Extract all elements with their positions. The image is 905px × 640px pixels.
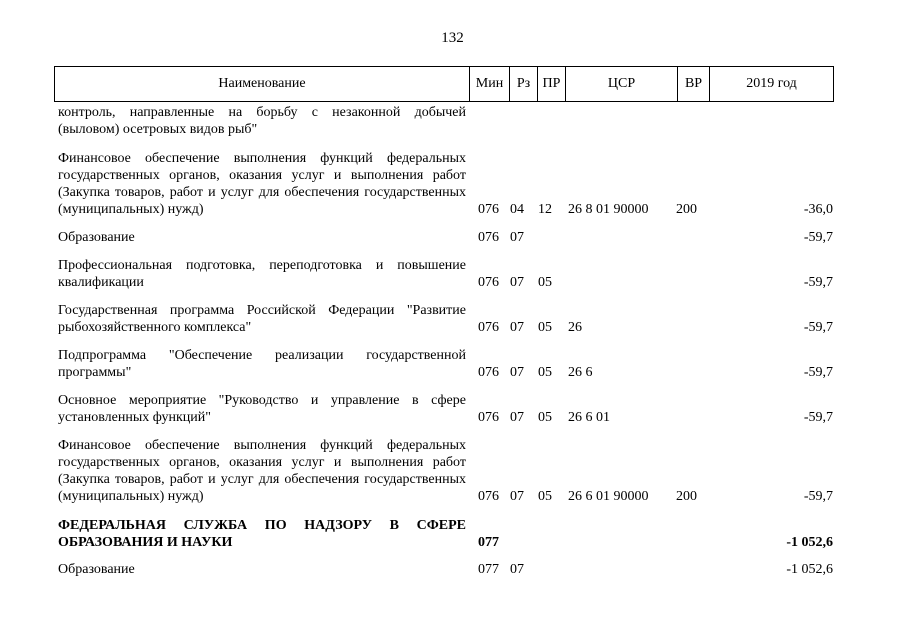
row-min: 076 bbox=[478, 230, 499, 245]
row-name: Государственная программа Российской Федерации "Развитие рыбохозяйственного комплекса" bbox=[58, 303, 466, 335]
row-pr: 05 bbox=[538, 410, 552, 425]
row-min: 077 bbox=[478, 535, 499, 550]
row-sum: -59,7 bbox=[803, 489, 833, 504]
row-csr: 26 6 01 90000 bbox=[568, 489, 649, 504]
row-name: ФЕДЕРАЛЬНАЯ СЛУЖБА ПО НАДЗОРУ В СФЕРЕ ОБРАЗОВАНИЯ И НАУКИ bbox=[58, 518, 466, 550]
row-csr: 26 6 01 bbox=[568, 410, 610, 425]
header-pr: ПР bbox=[537, 67, 565, 101]
table-header bbox=[54, 66, 834, 102]
row-sum: -59,7 bbox=[803, 410, 833, 425]
header-year: 2019 год bbox=[709, 67, 833, 101]
row-vr: 200 bbox=[676, 489, 697, 504]
row-pr: 05 bbox=[538, 365, 552, 380]
row-rz: 07 bbox=[510, 320, 524, 335]
row-vr: 200 bbox=[676, 202, 697, 217]
row-rz: 07 bbox=[510, 410, 524, 425]
row-sum: -59,7 bbox=[803, 365, 833, 380]
row-sum: -1 052,6 bbox=[786, 562, 833, 577]
row-name: контроль, направленные на борьбу с незаконной добычей (выловом) осетровых видов рыб" bbox=[58, 105, 466, 137]
row-rz: 07 bbox=[510, 230, 524, 245]
table-row bbox=[0, 150, 905, 218]
row-sum: -59,7 bbox=[803, 275, 833, 290]
row-min: 076 bbox=[478, 202, 499, 217]
row-min: 076 bbox=[478, 320, 499, 335]
row-name: Подпрограмма "Обеспечение реализации государственной программы" bbox=[58, 348, 466, 380]
row-name: Финансовое обеспечение выполнения функций федеральных государственных органов, оказания услуг и выполнения работ (Закупка товаров, работ и услуг для обеспечения государственных (муниципальных) нужд) bbox=[58, 438, 466, 504]
page-number: 132 bbox=[441, 30, 464, 46]
row-rz: 07 bbox=[510, 365, 524, 380]
row-rz: 04 bbox=[510, 202, 524, 217]
table-row bbox=[0, 392, 905, 426]
row-rz: 07 bbox=[510, 275, 524, 290]
row-csr: 26 6 bbox=[568, 365, 593, 380]
row-sum: -36,0 bbox=[803, 202, 833, 217]
row-pr: 12 bbox=[538, 202, 552, 217]
header-min: Мин bbox=[469, 67, 509, 101]
header-vr: ВР bbox=[677, 67, 709, 101]
row-name: Финансовое обеспечение выполнения функций федеральных государственных органов, оказания услуг и выполнения работ (Закупка товаров, работ и услуг для обеспечения государственных (муниципальных) нужд) bbox=[58, 151, 466, 217]
row-min: 076 bbox=[478, 275, 499, 290]
table-row bbox=[0, 437, 905, 505]
row-name: Образование bbox=[58, 562, 135, 577]
row-min: 076 bbox=[478, 489, 499, 504]
table-row bbox=[0, 347, 905, 381]
table-row bbox=[0, 104, 905, 138]
row-csr: 26 8 01 90000 bbox=[568, 202, 649, 217]
table-row bbox=[0, 302, 905, 336]
row-pr: 05 bbox=[538, 489, 552, 504]
table-row bbox=[0, 561, 905, 578]
row-rz: 07 bbox=[510, 489, 524, 504]
row-sum: -59,7 bbox=[803, 320, 833, 335]
header-rz: Рз bbox=[509, 67, 537, 101]
row-pr: 05 bbox=[538, 275, 552, 290]
row-sum: -1 052,6 bbox=[786, 535, 833, 550]
table-row bbox=[0, 257, 905, 291]
header-csr: ЦСР bbox=[565, 67, 677, 101]
row-pr: 05 bbox=[538, 320, 552, 335]
row-name: Профессиональная подготовка, переподготовка и повышение квалификации bbox=[58, 258, 466, 290]
table-row bbox=[0, 229, 905, 246]
row-min: 077 bbox=[478, 562, 499, 577]
row-sum: -59,7 bbox=[803, 230, 833, 245]
row-min: 076 bbox=[478, 365, 499, 380]
row-rz: 07 bbox=[510, 562, 524, 577]
row-name: Образование bbox=[58, 230, 135, 245]
row-csr: 26 bbox=[568, 320, 582, 335]
table-row bbox=[0, 517, 905, 551]
header-name: Наименование bbox=[218, 76, 306, 91]
row-min: 076 bbox=[478, 410, 499, 425]
row-name: Основное мероприятие "Руководство и управление в сфере установленных функций" bbox=[58, 393, 466, 425]
